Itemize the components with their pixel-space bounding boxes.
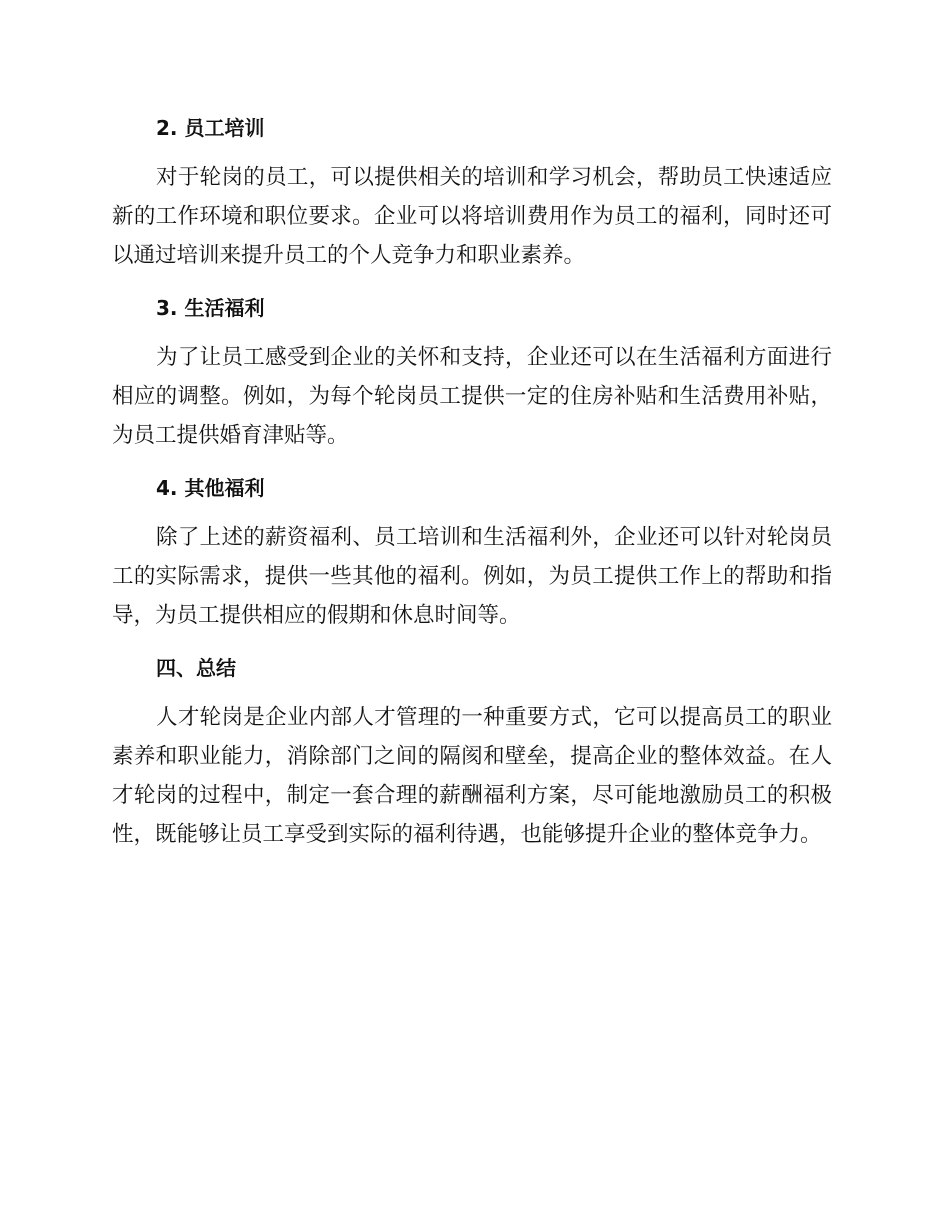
section-summary <box>112 650 832 854</box>
section-heading: 2. 员工培训 <box>156 116 265 140</box>
section-paragraph: 为了让员工感受到企业的关怀和支持，企业还可以在生活福利方面进行相应的调整。例如，为每个轮岗员工提供一定的住房补贴和生活费用补贴，为员工提供婚育津贴等。 <box>112 345 832 448</box>
document-page <box>112 110 832 869</box>
section-employee-training <box>112 110 832 275</box>
section-paragraph: 对于轮岗的员工，可以提供相关的培训和学习机会，帮助员工快速适应新的工作环境和职位要求。企业可以将培训费用作为员工的福利，同时还可以通过培训来提升员工的个人竞争力和职业素养。 <box>112 165 832 268</box>
section-other-benefits <box>112 470 832 635</box>
section-heading: 3. 生活福利 <box>156 296 265 320</box>
section-heading: 4. 其他福利 <box>156 476 265 500</box>
section-paragraph: 人才轮岗是企业内部人才管理的一种重要方式，它可以提高员工的职业素养和职业能力，消除部门之间的隔阂和壁垒，提高企业的整体效益。在人才轮岗的过程中，制定一套合理的薪酬福利方案，尽可能地激励员工的积极性，既能够让员工享受到实际的福利待遇，也能够提升企业的整体竞争力。 <box>112 705 832 847</box>
section-paragraph: 除了上述的薪资福利、员工培训和生活福利外，企业还可以针对轮岗员工的实际需求，提供一些其他的福利。例如，为员工提供工作上的帮助和指导，为员工提供相应的假期和休息时间等。 <box>112 525 832 628</box>
section-living-benefits <box>112 290 832 455</box>
section-heading: 四、总结 <box>156 656 236 680</box>
